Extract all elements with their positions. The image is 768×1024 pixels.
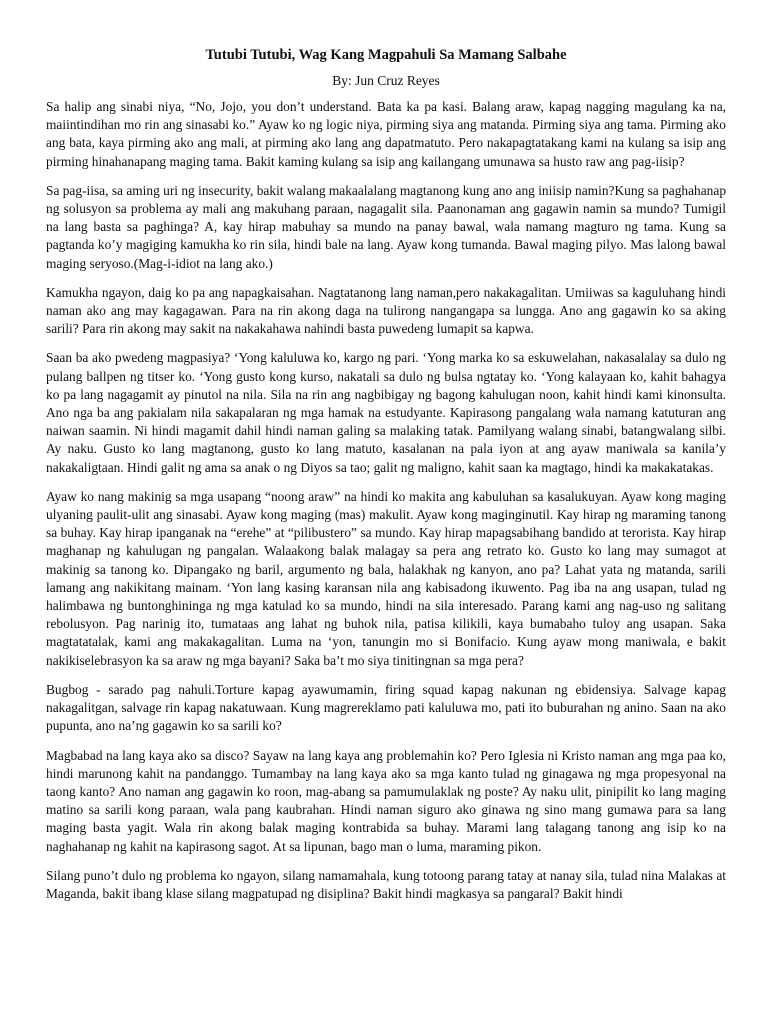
paragraph-7: Magbabad na lang kaya ako sa disco? Sayaw na lang kaya ang problemahin ko? Pero Iglesia ni Kristo naman ang mga paa ko, hindi marunong kahit na pandanggo. Tumambay na lang kaya ako sa mga kanto tulad ng ginagawa ng mga propesyonal na taong kanto? Ano naman ang gagawin ko roon, mag-abang sa pamumulaklak ng poste? Ay naku ulit, pinipilit ko lang maging matino sa sarili kong paraan, wala pang kaubrahan. Hindi naman siguro ako ginawa ng sino mang gumawa para sa lang maging basta yagit. Wala rin akong balak maging kontrabida sa buhay. Marami lang talagang tanong ang isip ko na naghahanap ng kahit na kapirasong sagot. At sa lipunan, bago man o luma, maraming pikon. — [46, 747, 726, 854]
author-byline: By: Jun Cruz Reyes — [332, 73, 440, 88]
paragraph-2: Sa pag-iisa, sa aming uri ng insecurity, bakit walang makaalalang magtanong kung ano ang iniisip namin?Kung sa paghahanap ng solusyon sa problema ay mali ang makuhang paraan, nagagalit sila. Paanonaman ang gagawin namin sa mundo? Tumigil na lang basta sa paghinga? A, kay hirap mabuhay sa mundo na panay bawal, wala namang magturo ng tama. Kung sa pagtanda ko’y magiging kamukha ko rin sila, hindi bale na lang. Ayaw kong tumanda. Bawal maging pilyo. Mas lalong bawal maging seryoso.(Mag-i-idiot na lang ako.) — [46, 182, 727, 271]
paragraph-5: Ayaw ko nang makinig sa mga usapang “noong araw” na hindi ko makita ang kabuluhan sa kasalukuyan. Ayaw kong maging ulyaning paulit-ulit ang sinasabi. Ayaw kong maging (mas) makulit. Ayaw kong maginginutil. Kay hirap ng maraming tanong sa buhay. Kay hirap ipanganak na “erehe” at “pilibustero” sa mundo. Kay hirap mapagsabihang bandido at terorista. Kay hirap maghanap ng kahulugan ng pangalan. Walaakong balak malagay sa pera ang retrato ko. Gusto ko lang may sumagot at makinig sa tanong ko. Dipangako ng baril, argumento ng bala, halakhak ng kanyon, ano pa? Lahat yata ng matanda, sarili lamang ang nakikitang mainam. ‘Yon lang kasing karansan nila ang kabisadong ikuwento. Pag iba na ang usapan, tulad ng halimbawa ng buntonghininga ng mga katulad ko sa mundo, hindi na sila interesado. Parang kami ang nag-uso ng salitang rebolusyon. Pag narinig ito, tumataas ang lahat ng buhok nila, patisa kilikili, kaya bumabaho tuloy ang usapan. Saka magtatatalak, kami ang makakagalitan. Luma na ‘yon, tanungin mo si Bonifacio. Kung ayaw mong maniwala, e bakit nakikiselebrasyon ka sa araw ng mga bayani? Saka ba’t mo siya tinitingnan sa mga pera? — [46, 488, 726, 668]
paragraph-1: Sa halip ang sinabi niya, “No, Jojo, you don’t understand. Bata ka pa kasi. Balang araw, kapag nagging magulang ka na, maiintindihan mo rin ang sinasabi ko.” Ayaw ko ng logic niya, pirming siya ang matanda. Pirming siya ang tama. Pirming ako ang bata, kaya pirming ako ang mali, at pirming ako lang ang dapatmatuto. Pero nakapagtatakang kami na kulang sa isip ang pirming hinahanapang maging tama. Bakit kaming kulang sa isip ang kailangang umunawa sa husto raw ang pag-iisip? — [46, 99, 726, 169]
document-title: Tutubi Tutubi, Wag Kang Magpahuli Sa Mamang Salbahe — [205, 47, 567, 63]
paragraph-4: Saan ba ako pwedeng magpasiya? ‘Yong kaluluwa ko, kargo ng pari. ‘Yong marka ko sa eskuwelahan, nakasalalay sa dulo ng pulang ballpen ng titser ko. ‘Yong gusto kong kurso, nakatali sa dulo ng bulsa ngtatay ko. ‘Yong kalayaan ko, kahit bahagya ko pa lang nagagamit ay pinutol na nila. Sila na rin ang nagbibigay ng bagong kahulugan noon, kahit hindi kami kinonsulta. Ano nga ba ang pakialam nila sakapalaran ng mga hamak na estudyante. Kapirasong pangalang wala namang katuturan ang naiwan saamin. Ni hindi magamit dahil hindi naman galing sa malaking tatak. Pamilyang walang sinabi, batangwalang silbi. Ay naku. Gusto ko lang magtanong, gusto ko lang matuto, kasalanan na pala iyon at ang ayaw maniwala sa kanila’y nakakaligtaan. Hindi galit ng ama sa anak o ng Diyos sa tao; galit ng maligno, kahit saan ka magtago, hindi ka makakatakas. — [46, 350, 726, 475]
paragraph-3: Kamukha ngayon, daig ko pa ang napagkaisahan. Nagtatanong lang naman,pero nakakagalitan. Umiiwas sa kaguluhang hindi naman ako ang may kagagawan. Para na rin akong daga na tulirong nangangapa sa lungga. Ano ang gagawin ko sa aking sarili? Para rin akong may sakit na nakakahawa nahindi basta puwedeng lumapit sa kapwa. — [46, 284, 726, 337]
paragraph-8: Silang puno’t dulo ng problema ko ngayon, silang namamahala, kung totoong parang tatay at nanay sila, tulad nina Malakas at Maganda, bakit ibang klase silang magpatupad ng disiplina? Bakit hindi magkasya sa pangaral? Bakit hindi — [46, 867, 726, 901]
paragraph-6: Bugbog - sarado pag nahuli.Torture kapag ayawumamin, firing squad kapag nakunan ng ebidensiya. Salvage kapag nakagalitgan, salvage rin kapag nakatuwaan. Kung magrereklamo pati kaluluwa mo, pati ito buburahan ng anino. Saan na ako pupunta, ano na’ng gagawin ko sa sarili ko? — [46, 681, 726, 734]
